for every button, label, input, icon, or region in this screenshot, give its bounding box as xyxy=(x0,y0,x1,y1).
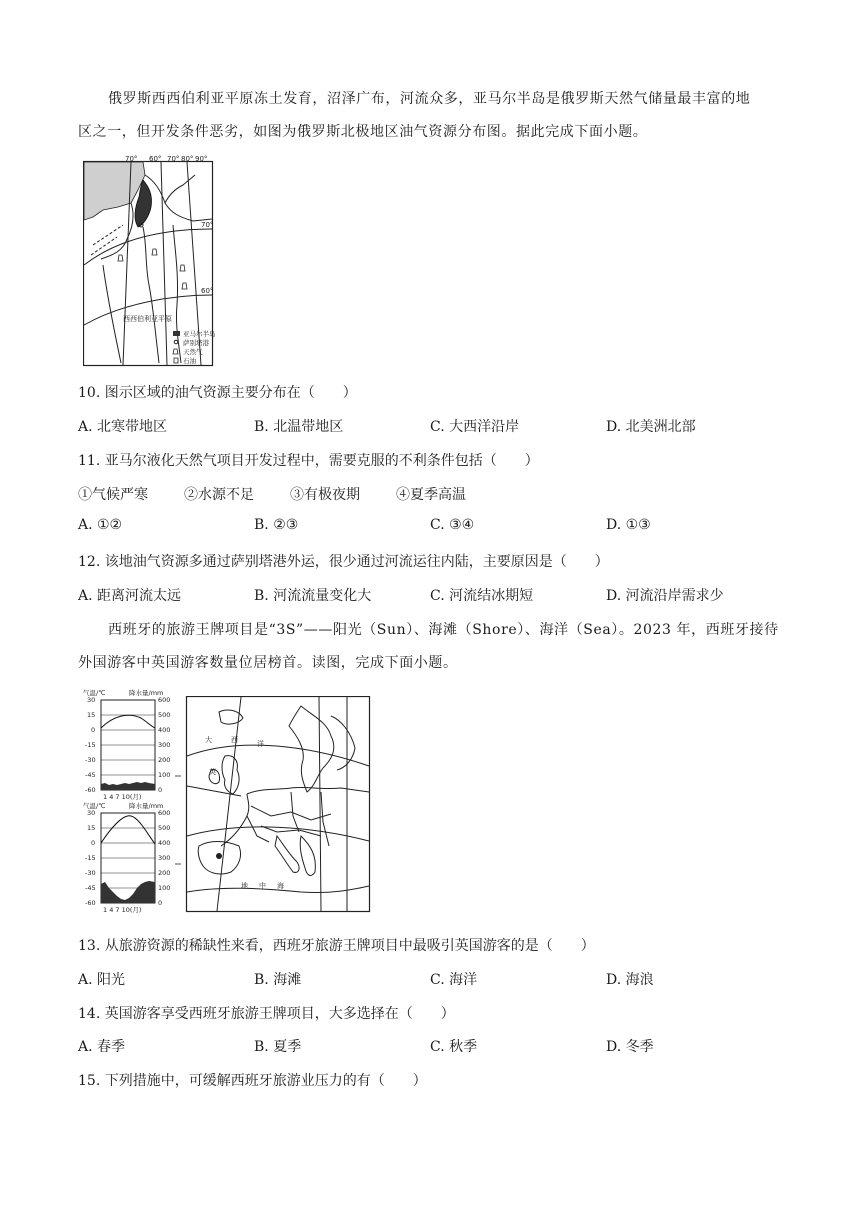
bot-p-2: 400 xyxy=(158,839,171,847)
q11-option-d: D. ①③ xyxy=(606,517,651,533)
q12-stem: 12. 该地油气资源多通过萨别塔港外运，很少通过河流运往内陆，主要原因是（ ） xyxy=(78,554,609,570)
top-p-0: 600 xyxy=(158,696,171,704)
climate-chart-top xyxy=(83,688,170,801)
q10-option-b: B. 北温带地区 xyxy=(254,419,344,435)
bot-p-6: 0 xyxy=(158,899,163,907)
bot-t-4: -30 xyxy=(85,869,96,877)
climate-charts xyxy=(83,688,181,914)
top-t-0: 30 xyxy=(87,696,96,704)
lat-label-60: 60° xyxy=(201,287,214,295)
europe-map-svg xyxy=(181,696,371,914)
bottom-month-ticks: 1 4 7 10(月) xyxy=(103,906,142,914)
bot-p-5: 100 xyxy=(158,884,171,892)
bot-p-3: 300 xyxy=(158,854,171,862)
q12-option-a: A. 距离河流太远 xyxy=(78,588,182,604)
lon-label-4: 80° xyxy=(181,155,194,163)
climate-chart-bottom xyxy=(83,801,170,914)
label-zhong: 中 xyxy=(259,882,266,890)
legend-peninsula: 亚马尔半岛 xyxy=(183,330,215,338)
top-month-ticks: 1 4 7 10(月) xyxy=(103,793,142,801)
q14-option-b: B. 夏季 xyxy=(254,1039,302,1055)
q11-option-b: B. ②③ xyxy=(254,517,299,533)
label-hai: 海 xyxy=(277,882,284,890)
bottom-precip-axis-title: 降水量/mm xyxy=(129,802,164,810)
russia-arctic-oil-gas-map xyxy=(83,155,215,367)
legend-oil: 石油 xyxy=(183,357,196,365)
q11-item-1: ①气候严寒 xyxy=(78,487,148,503)
q10-option-d: D. 北美洲北部 xyxy=(606,419,696,435)
q13-option-d: D. 海浪 xyxy=(606,972,654,988)
top-precip-axis-title: 降水量/mm xyxy=(129,689,164,697)
label-yang: 洋 xyxy=(257,740,264,748)
legend-port: 萨别塔港 xyxy=(183,339,209,347)
climate-charts-svg xyxy=(83,688,181,914)
q11-item-2: ②水源不足 xyxy=(184,487,254,503)
q11-option-a: A. ①② xyxy=(78,517,123,533)
lat-label-70: 70° xyxy=(201,221,214,229)
top-p-6: 0 xyxy=(158,786,163,794)
lon-label-3: 70° xyxy=(167,155,180,163)
bot-p-4: 200 xyxy=(158,869,171,877)
passage1-line2: 区之一，但开发条件恶劣，如图为俄罗斯北极地区油气资源分布图。据此完成下面小题。 xyxy=(78,124,648,140)
bot-t-6: -60 xyxy=(85,899,96,907)
bot-p-0: 600 xyxy=(158,809,171,817)
lon-label-1: 70° xyxy=(125,155,138,163)
q13-option-c: C. 海洋 xyxy=(430,972,478,988)
q15-stem: 15. 下列措施中，可缓解西班牙旅游业压力的有（ ） xyxy=(78,1073,427,1089)
q11-item-4: ④夏季高温 xyxy=(396,487,466,503)
q11-stem: 11. 亚马尔液化天然气项目开发过程中，需要克服的不利条件包括（ ） xyxy=(78,453,539,469)
label-da: 大 xyxy=(205,736,212,744)
bot-p-1: 500 xyxy=(158,824,171,832)
passage1-line1: 俄罗斯西西伯利亚平原冻土发育，沼泽广布，河流众多，亚马尔半岛是俄罗斯天然气储量最丰富的地 xyxy=(108,91,751,107)
top-p-2: 400 xyxy=(158,726,171,734)
bottom-temp-axis-title: 气温/℃ xyxy=(83,802,106,810)
q14-option-c: C. 秋季 xyxy=(430,1039,478,1055)
q12-option-d: D. 河流沿岸需求少 xyxy=(606,588,724,604)
region-label: 西西伯利亚平原 xyxy=(123,315,172,323)
label-ying: 英 xyxy=(209,768,216,776)
bot-t-3: -15 xyxy=(85,854,96,862)
passage2-line1: 西班牙的旅游王牌项目是“3S”——阳光（Sun）、海滩（Shore）、海洋（Sea）。2023 年，西班牙接待 xyxy=(108,622,779,638)
label-xi: 西 xyxy=(231,736,238,744)
bot-t-0: 30 xyxy=(87,809,96,817)
bot-t-1: 15 xyxy=(87,824,96,832)
top-p-1: 500 xyxy=(158,711,171,719)
q14-option-a: A. 春季 xyxy=(78,1039,126,1055)
q13-stem: 13. 从旅游资源的稀缺性来看，西班牙旅游王牌项目中最吸引英国游客的是（ ） xyxy=(78,938,595,954)
q14-option-d: D. 冬季 xyxy=(606,1039,654,1055)
q13-option-a: A. 阳光 xyxy=(78,972,126,988)
q10-option-c: C. 大西洋沿岸 xyxy=(430,419,520,435)
lon-label-2: 60° xyxy=(149,155,162,163)
legend-gas: 天然气 xyxy=(183,348,203,356)
label-di: 地 xyxy=(241,882,248,890)
q12-option-c: C. 河流结冰期短 xyxy=(430,588,534,604)
q10-option-a: A. 北寒带地区 xyxy=(78,419,168,435)
lon-label-5: 90° xyxy=(195,155,208,163)
top-p-3: 300 xyxy=(158,741,171,749)
q14-stem: 14. 英国游客享受西班牙旅游王牌项目，大多选择在（ ） xyxy=(78,1006,455,1022)
q13-option-b: B. 海滩 xyxy=(254,972,302,988)
bot-t-5: -45 xyxy=(85,884,96,892)
top-temp-axis-title: 气温/℃ xyxy=(83,689,106,697)
map1-svg xyxy=(83,155,215,367)
europe-map xyxy=(181,696,371,914)
top-p-5: 100 xyxy=(158,771,171,779)
top-p-4: 200 xyxy=(158,756,171,764)
top-t-6: -60 xyxy=(85,786,96,794)
q11-option-c: C. ③④ xyxy=(430,517,475,533)
bot-t-2: 0 xyxy=(91,839,96,847)
q11-item-3: ③有极夜期 xyxy=(290,487,360,503)
top-t-1: 15 xyxy=(87,711,96,719)
q12-option-b: B. 河流流量变化大 xyxy=(254,588,372,604)
top-t-5: -45 xyxy=(85,771,96,779)
top-t-3: -15 xyxy=(85,741,96,749)
top-t-4: -30 xyxy=(85,756,96,764)
q10-stem: 10. 图示区域的油气资源主要分布在（ ） xyxy=(78,385,357,401)
passage2-line2: 外国游客中英国游客数量位居榜首。读图，完成下面小题。 xyxy=(78,655,458,671)
top-t-2: 0 xyxy=(91,726,96,734)
